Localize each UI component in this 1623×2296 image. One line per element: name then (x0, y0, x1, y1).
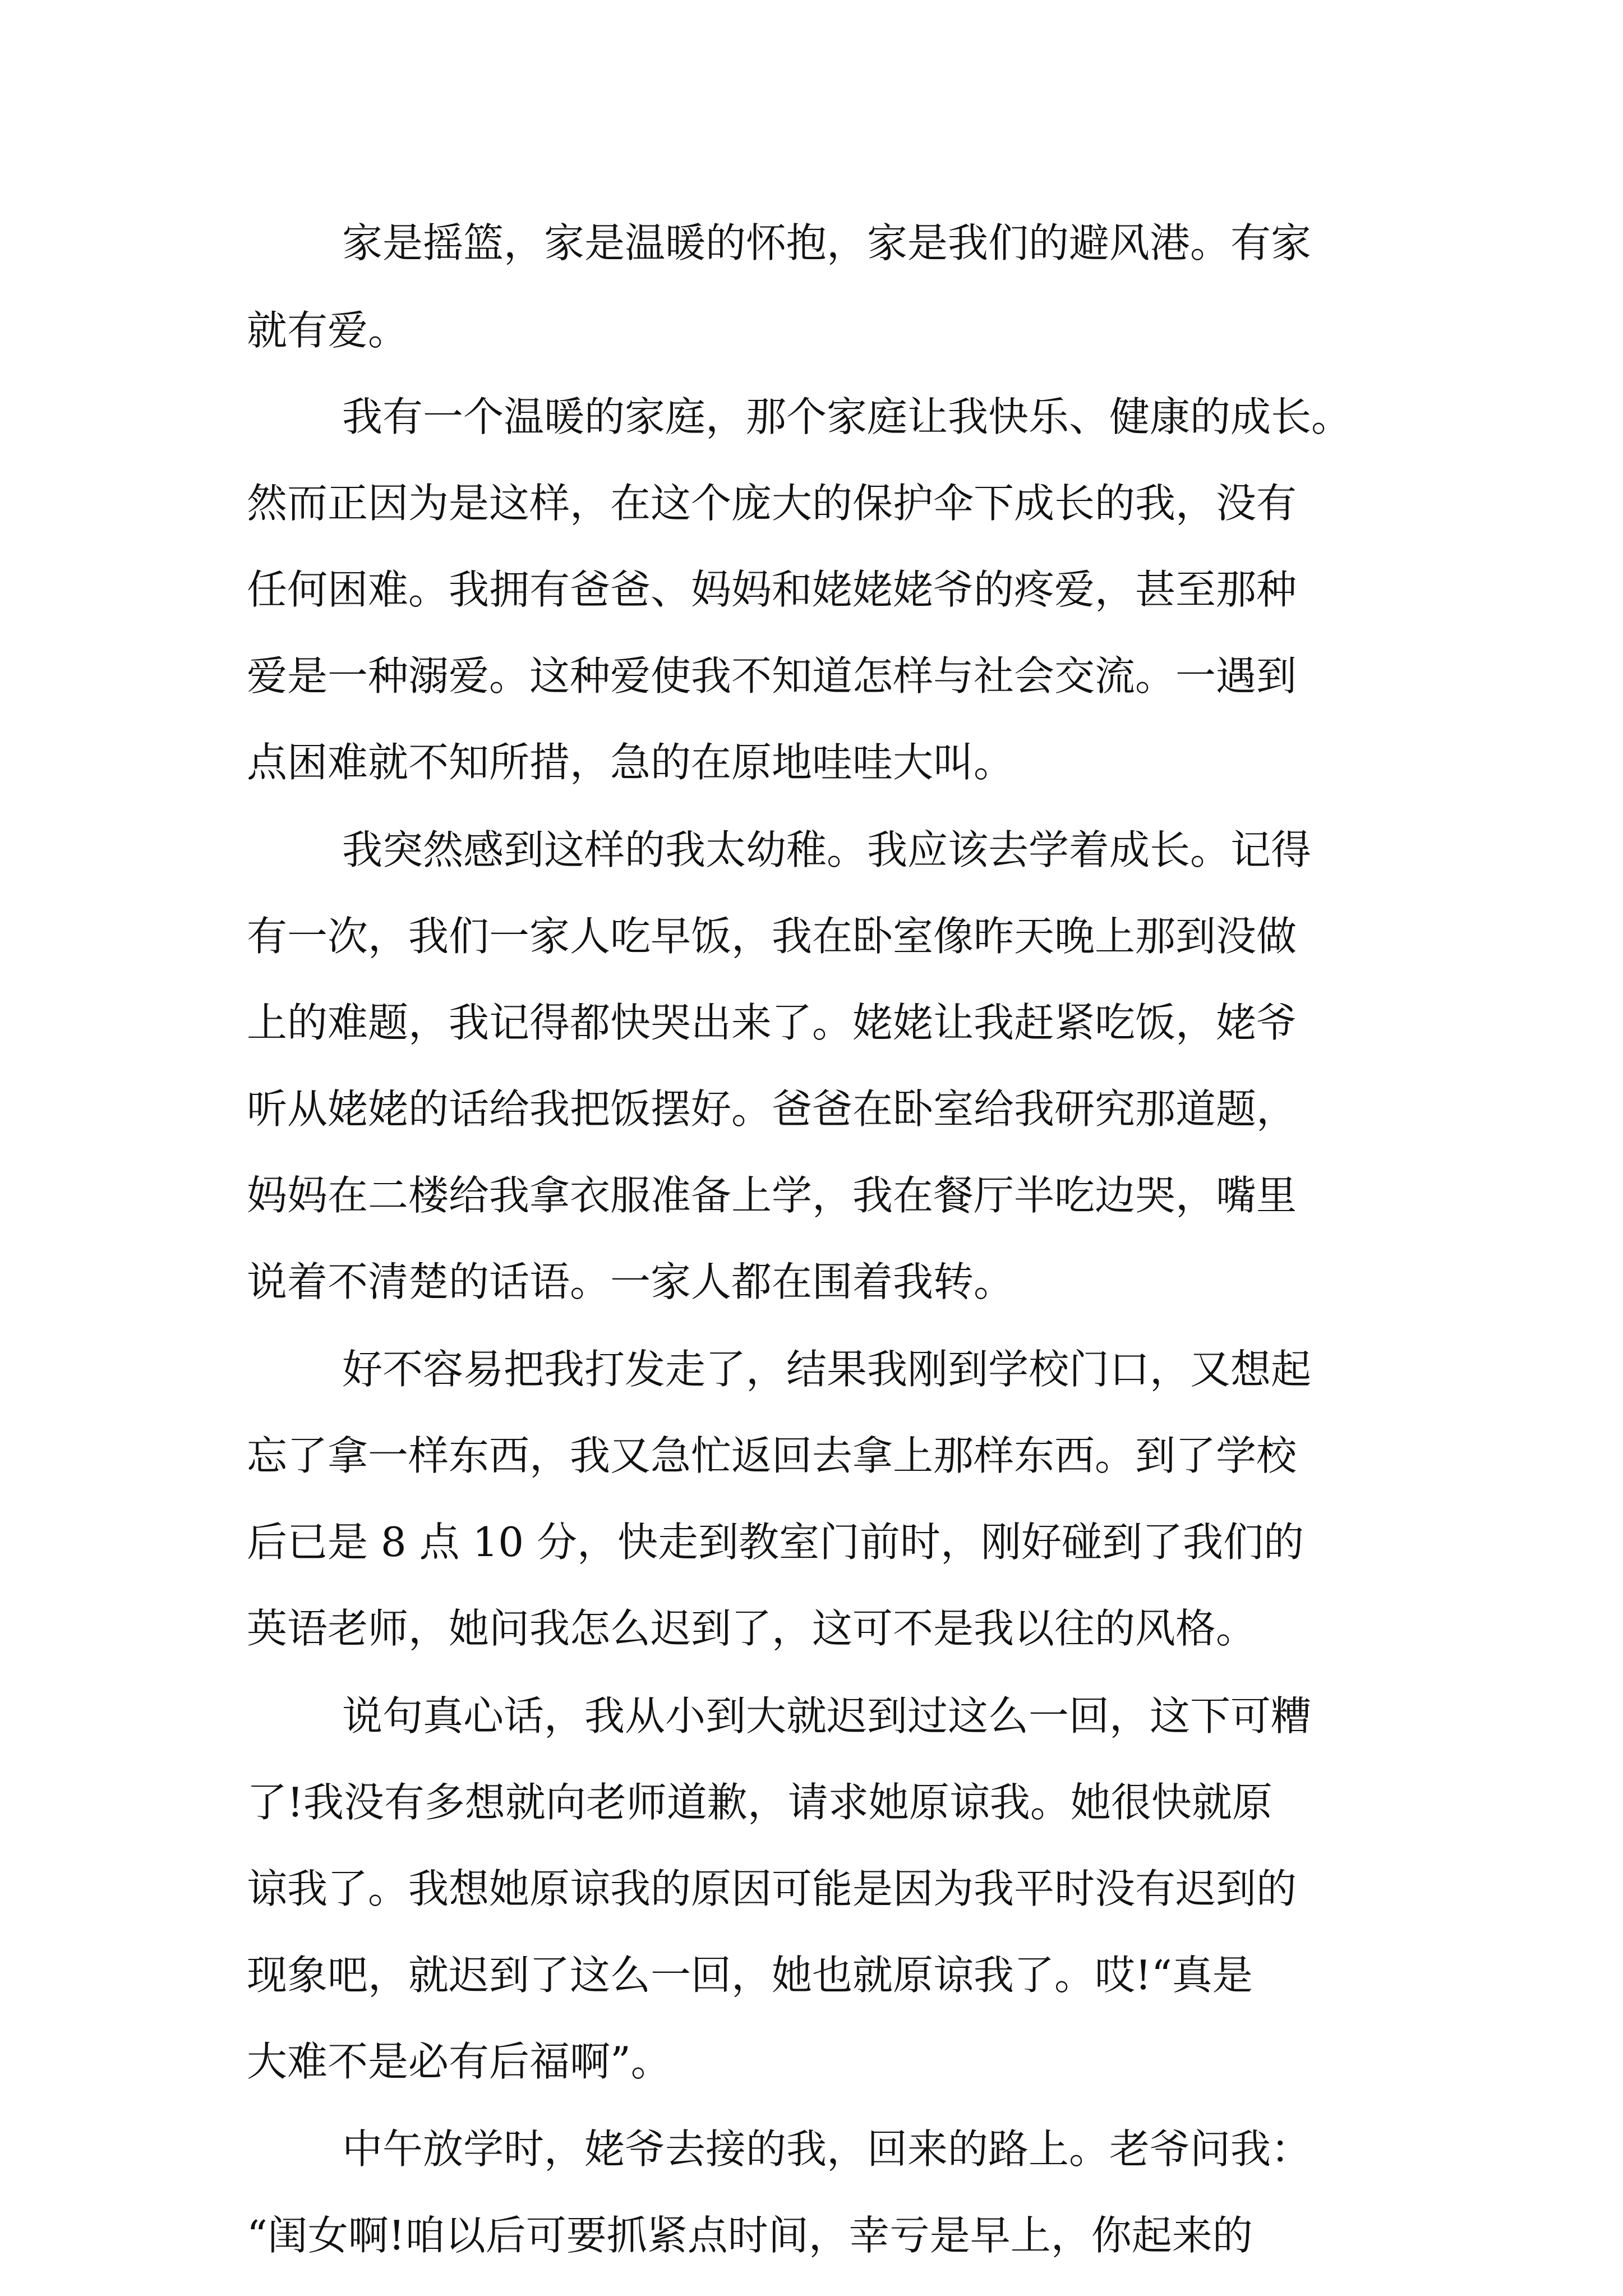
paragraph-3-line-2: 有一次，我们一家人吃早饭，我在卧室像昨天晚上那到没做 (247, 913, 1297, 960)
paragraph-5-line-3: 谅我了。我想她原谅我的原因可能是因为我平时没有迟到的 (247, 1865, 1297, 1912)
paragraph-5-line-4: 现象吧，就迟到了这么一回，她也就原谅我了。哎!“真是 (247, 1952, 1253, 1999)
paragraph-2-line-2: 然而正因为是这样，在这个庞大的保护伞下成长的我，没有 (247, 480, 1297, 527)
paragraph-4-line-3: 后已是 8 点 10 分，快走到教室门前时，刚好碰到了我们的 (247, 1519, 1304, 1566)
paragraph-4-line-4: 英语老师，她问我怎么迟到了，这可不是我以往的风格。 (247, 1605, 1257, 1652)
paragraph-6-line-1: 中午放学时，姥爷去接的我，回来的路上。老爷问我： (342, 2125, 1312, 2173)
paragraph-3-line-4: 听从姥姥的话给我把饭摆好。爸爸在卧室给我研究那道题， (247, 1085, 1297, 1133)
paragraph-2-line-5: 点困难就不知所措，急的在原地哇哇大叫。 (247, 739, 1015, 786)
paragraph-3-line-5: 妈妈在二楼给我拿衣服准备上学，我在餐厅半吃边哭，嘴里 (247, 1172, 1297, 1219)
paragraph-1-line-2: 就有爱。 (247, 307, 409, 354)
paragraph-2-line-3: 任何困难。我拥有爸爸、妈妈和姥姥姥爷的疼爱，甚至那种 (247, 566, 1297, 613)
paragraph-3-line-6: 说着不清楚的话语。一家人都在围着我转。 (247, 1258, 1015, 1305)
paragraph-1-line-1: 家是摇篮，家是温暖的怀抱，家是我们的避风港。有家 (342, 219, 1312, 266)
paragraph-2-line-1: 我有一个温暖的家庭，那个家庭让我快乐、健康的成长。 (342, 393, 1352, 440)
paragraph-6-line-2: “闺女啊!咱以后可要抓紧点时间，幸亏是早上，你起来的 (247, 2212, 1253, 2259)
paragraph-3-line-3: 上的难题，我记得都快哭出来了。姥姥让我赶紧吃饭，姥爷 (247, 999, 1297, 1046)
paragraph-3-line-1: 我突然感到这样的我太幼稚。我应该去学着成长。记得 (342, 826, 1312, 873)
paragraph-2-line-4: 爱是一种溺爱。这种爱使我不知道怎样与社会交流。一遇到 (247, 652, 1297, 700)
paragraph-4-line-1: 好不容易把我打发走了，结果我刚到学校门口，又想起 (342, 1346, 1312, 1393)
paragraph-5-line-2: 了!我没有多想就向老师道歉，请求她原谅我。她很快就原 (247, 1779, 1272, 1826)
paragraph-5-line-5: 大难不是必有后福啊”。 (247, 2038, 671, 2085)
paragraph-5-line-1: 说句真心话，我从小到大就迟到过这么一回，这下可糟 (342, 1692, 1312, 1740)
paragraph-4-line-2: 忘了拿一样东西，我又急忙返回去拿上那样东西。到了学校 (247, 1432, 1297, 1479)
